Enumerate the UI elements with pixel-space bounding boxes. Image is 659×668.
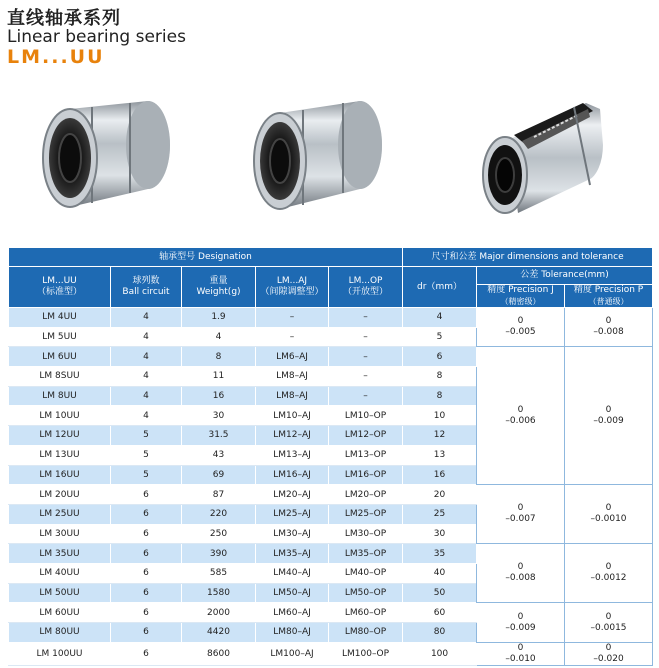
weight-cell: 2000: [182, 603, 256, 623]
ball-circuit-cell: 4: [111, 406, 182, 426]
dr-cell: 13: [403, 445, 477, 465]
tolerance-lower: –0.009: [505, 622, 536, 633]
op-model-cell: LM30–OP: [329, 524, 403, 544]
tolerance-lower: –0.008: [505, 573, 536, 584]
dr-cell: 35: [403, 544, 477, 564]
aj-model-cell: LM8–AJ: [256, 386, 329, 406]
ball-circuit-cell: 5: [111, 426, 182, 446]
ball-circuit-cell: 4: [111, 308, 182, 328]
dimensions-group-header: 尺寸和公差 Major dimensions and tolerance: [403, 248, 653, 267]
ball-circuit-cell: 6: [111, 485, 182, 505]
weight-cell: 1.9: [182, 308, 256, 328]
precision-j-tolerance-cell: [477, 485, 565, 544]
model-cell: LM 60UU: [9, 603, 111, 623]
op-model-cell: LM35–OP: [329, 544, 403, 564]
model-cell: LM 8SUU: [9, 367, 111, 387]
table-row: [9, 308, 653, 328]
op-model-cell: –: [329, 386, 403, 406]
title-chinese: 直线轴承系列: [7, 8, 121, 29]
ball-circuit-cell: 4: [111, 386, 182, 406]
aj-model-cell: LM50–AJ: [256, 583, 329, 603]
weight-cell: 31.5: [182, 426, 256, 446]
weight-cell: 4: [182, 327, 256, 347]
tolerance-lower: –0.0012: [590, 573, 627, 584]
aj-model-cell: LM12–AJ: [256, 426, 329, 446]
ball-circuit-cell: 5: [111, 465, 182, 485]
aj-model-cell: –: [256, 327, 329, 347]
model-cell: LM 100UU: [9, 642, 111, 665]
op-model-cell: LM40–OP: [329, 563, 403, 583]
aj-model-cell: LM25–AJ: [256, 504, 329, 524]
weight-cell: 4420: [182, 623, 256, 643]
op-model-cell: LM10–OP: [329, 406, 403, 426]
tolerance-upper: 0: [605, 404, 612, 415]
col-header-op: LM...OP （开放型）: [329, 267, 403, 308]
precision-j-tolerance-cell: [477, 347, 565, 485]
op-model-cell: LM80–OP: [329, 623, 403, 643]
precision-p-tolerance-cell: [565, 603, 653, 642]
model-cell: LM 4UU: [9, 308, 111, 328]
tolerance-lower: –0.006: [505, 415, 536, 426]
op-model-cell: –: [329, 347, 403, 367]
aj-model-cell: LM20–AJ: [256, 485, 329, 505]
precision-p-tolerance-cell: [565, 544, 653, 603]
col-header-ball-circuit: 球列数 Ball circuit: [111, 267, 182, 308]
model-cell: LM 35UU: [9, 544, 111, 564]
weight-cell: 87: [182, 485, 256, 505]
table-row: [9, 544, 653, 564]
title-english: Linear bearing series: [7, 27, 186, 47]
tolerance-lower: –0.0015: [590, 622, 627, 633]
model-cell: LM 25UU: [9, 504, 111, 524]
tolerance-lower: –0.0010: [590, 514, 627, 525]
aj-model-cell: LM13–AJ: [256, 445, 329, 465]
weight-cell: 390: [182, 544, 256, 564]
dr-cell: 16: [403, 465, 477, 485]
precision-j-tolerance-cell: [477, 603, 565, 642]
weight-cell: 8: [182, 347, 256, 367]
model-cell: LM 13UU: [9, 445, 111, 465]
col-header-aj: LM...AJ （间隙调整型）: [256, 267, 329, 308]
model-cell: LM 5UU: [9, 327, 111, 347]
precision-p-tolerance-cell: [565, 485, 653, 544]
weight-cell: 43: [182, 445, 256, 465]
op-model-cell: –: [329, 367, 403, 387]
weight-cell: 250: [182, 524, 256, 544]
tolerance-upper: 0: [605, 562, 612, 573]
model-cell: LM 80UU: [9, 623, 111, 643]
precision-j-tolerance-cell: [477, 642, 565, 665]
weight-cell: 16: [182, 386, 256, 406]
ball-circuit-cell: 6: [111, 642, 182, 665]
precision-p-tolerance-cell: [565, 642, 653, 665]
precision-p-tolerance-cell: [565, 308, 653, 347]
table-row: [9, 642, 653, 665]
aj-model-cell: LM40–AJ: [256, 563, 329, 583]
bearing-photo-closed-1: [30, 95, 180, 225]
spec-table-body: [9, 308, 653, 666]
table-row: [9, 347, 653, 367]
aj-model-cell: LM80–AJ: [256, 623, 329, 643]
aj-model-cell: –: [256, 308, 329, 328]
dr-cell: 60: [403, 603, 477, 623]
aj-model-cell: LM60–AJ: [256, 603, 329, 623]
model-cell: LM 20UU: [9, 485, 111, 505]
ball-circuit-cell: 4: [111, 367, 182, 387]
tolerance-lower: –0.007: [505, 514, 536, 525]
aj-model-cell: LM100–AJ: [256, 642, 329, 665]
dr-cell: 12: [403, 426, 477, 446]
ball-circuit-cell: 6: [111, 544, 182, 564]
aj-model-cell: LM10–AJ: [256, 406, 329, 426]
aj-model-cell: LM16–AJ: [256, 465, 329, 485]
ball-circuit-cell: 4: [111, 347, 182, 367]
dr-cell: 30: [403, 524, 477, 544]
tolerance-upper: 0: [605, 316, 612, 327]
weight-cell: 220: [182, 504, 256, 524]
table-row: [9, 485, 653, 505]
tolerance-upper: 0: [605, 503, 612, 514]
model-cell: LM 12UU: [9, 426, 111, 446]
ball-circuit-cell: 4: [111, 327, 182, 347]
bearing-photo-closed-2: [245, 95, 395, 225]
op-model-cell: LM25–OP: [329, 504, 403, 524]
tolerance-lower: –0.010: [505, 653, 536, 664]
weight-cell: 8600: [182, 642, 256, 665]
op-model-cell: LM60–OP: [329, 603, 403, 623]
op-model-cell: LM50–OP: [329, 583, 403, 603]
col-header-precision-j: 精度 Precision J （精密级）: [477, 285, 565, 308]
dr-cell: 40: [403, 563, 477, 583]
ball-circuit-cell: 6: [111, 583, 182, 603]
weight-cell: 69: [182, 465, 256, 485]
table-row: [9, 603, 653, 623]
precision-j-tolerance-cell: [477, 308, 565, 347]
tolerance-lower: –0.008: [593, 327, 624, 338]
model-cell: LM 50UU: [9, 583, 111, 603]
col-header-precision-p: 精度 Precision P （普通级）: [565, 285, 653, 308]
tolerance-upper: 0: [517, 562, 524, 573]
tolerance-lower: –0.005: [505, 327, 536, 338]
dr-cell: 8: [403, 386, 477, 406]
col-header-tolerance: 公差 Tolerance(mm): [477, 267, 653, 285]
op-model-cell: LM12–OP: [329, 426, 403, 446]
ball-circuit-cell: 6: [111, 623, 182, 643]
model-cell: LM 30UU: [9, 524, 111, 544]
op-model-cell: LM100–OP: [329, 642, 403, 665]
aj-model-cell: LM30–AJ: [256, 524, 329, 544]
dr-cell: 20: [403, 485, 477, 505]
bearing-spec-table: [8, 247, 653, 666]
dr-cell: 100: [403, 642, 477, 665]
dr-cell: 5: [403, 327, 477, 347]
tolerance-upper: 0: [517, 404, 524, 415]
tolerance-lower: –0.020: [593, 653, 624, 664]
col-header-model: LM...UU （标准型）: [9, 267, 111, 308]
model-cell: LM 16UU: [9, 465, 111, 485]
dr-cell: 4: [403, 308, 477, 328]
weight-cell: 11: [182, 367, 256, 387]
ball-circuit-cell: 6: [111, 524, 182, 544]
aj-model-cell: LM6–AJ: [256, 347, 329, 367]
tolerance-upper: 0: [517, 503, 524, 514]
model-cell: LM 8UU: [9, 386, 111, 406]
weight-cell: 30: [182, 406, 256, 426]
model-series-title: LM...UU: [7, 46, 105, 68]
dr-cell: 25: [403, 504, 477, 524]
op-model-cell: –: [329, 327, 403, 347]
tolerance-upper: 0: [517, 316, 524, 327]
op-model-cell: LM13–OP: [329, 445, 403, 465]
op-model-cell: LM20–OP: [329, 485, 403, 505]
model-cell: LM 6UU: [9, 347, 111, 367]
tolerance-upper: 0: [517, 642, 524, 653]
ball-circuit-cell: 5: [111, 445, 182, 465]
ball-circuit-cell: 6: [111, 603, 182, 623]
col-header-weight: 重量 Weight(g): [182, 267, 256, 308]
tolerance-upper: 0: [605, 642, 612, 653]
precision-j-tolerance-cell: [477, 544, 565, 603]
tolerance-upper: 0: [517, 611, 524, 622]
weight-cell: 1580: [182, 583, 256, 603]
tolerance-upper: 0: [605, 611, 612, 622]
ball-circuit-cell: 6: [111, 563, 182, 583]
dr-cell: 50: [403, 583, 477, 603]
bearing-photo-open: [478, 95, 613, 225]
model-cell: LM 10UU: [9, 406, 111, 426]
tolerance-lower: –0.009: [593, 415, 624, 426]
dr-cell: 10: [403, 406, 477, 426]
op-model-cell: LM16–OP: [329, 465, 403, 485]
dr-cell: 80: [403, 623, 477, 643]
precision-p-tolerance-cell: [565, 347, 653, 485]
ball-circuit-cell: 6: [111, 504, 182, 524]
dr-cell: 8: [403, 367, 477, 387]
op-model-cell: –: [329, 308, 403, 328]
designation-group-header: 轴承型号 Designation: [9, 248, 403, 267]
model-cell: LM 40UU: [9, 563, 111, 583]
weight-cell: 585: [182, 563, 256, 583]
aj-model-cell: LM35–AJ: [256, 544, 329, 564]
col-header-dr: dr（mm）: [403, 267, 477, 308]
dr-cell: 6: [403, 347, 477, 367]
aj-model-cell: LM8–AJ: [256, 367, 329, 387]
